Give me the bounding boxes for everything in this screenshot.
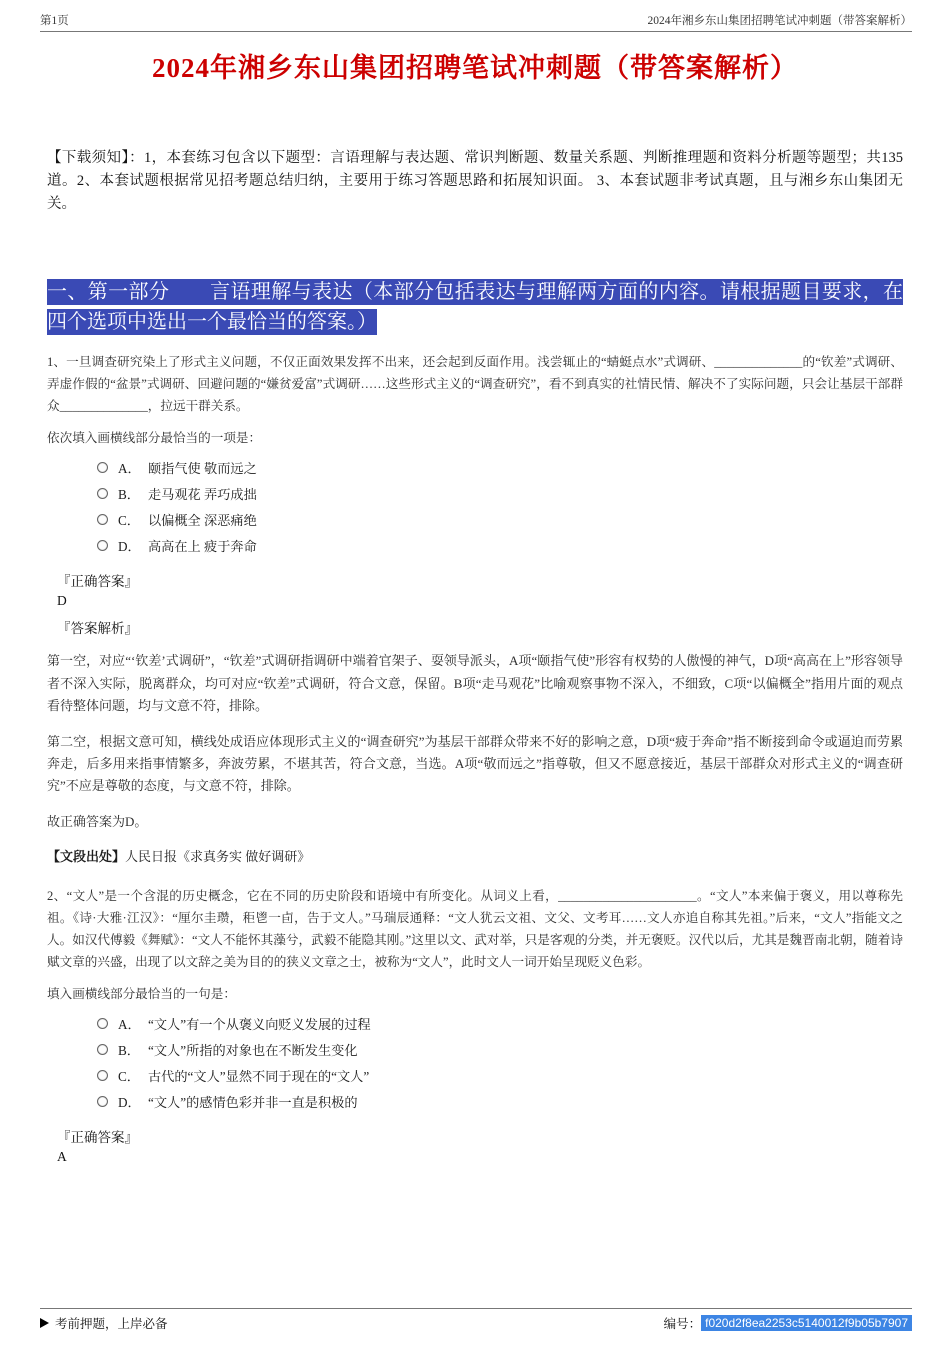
question-2-option-d[interactable] [97, 1088, 903, 1114]
page-number: 第1页 [40, 15, 69, 27]
option-text: 以偏概全 深恶痛绝 [148, 512, 257, 528]
option-text: 走马观花 弄巧成拙 [148, 486, 257, 502]
flag-icon [40, 1318, 49, 1328]
radio-icon[interactable] [97, 1044, 108, 1055]
question-2-prompt: 填入画横线部分最恰当的一句是： [47, 987, 236, 1002]
question-2-option-c[interactable] [97, 1062, 903, 1088]
option-letter: A． [118, 1016, 141, 1032]
analysis-paragraph-2: 第二空，根据文意可知，横线处成语应体现形式主义的“调查研究”为基层干部群众带来不好的影响之意，D项“疲于奔命”指不断接到命令或逼迫而劳累奔走，后多用来指事情繁多，奔波劳累，不堪其苦，符合文意，当选。A项“敬而远之”指尊敬，但又不愿意接近，基层干部群众对形式主义的“调查研究”不应是尊敬的态度，与文意不符，排除。 [47, 733, 903, 794]
question-2-option-b[interactable] [97, 1036, 903, 1062]
question-2-option-a[interactable] [97, 1010, 903, 1036]
option-text: “文人”的感情色彩并非一直是积极的 [148, 1094, 358, 1110]
source-label: 【文段出处】 [47, 848, 126, 864]
download-notice: 【下载须知】：1，本套练习包含以下题型：言语理解与表达题、常识判断题、数量关系题、判断推理题和资料分析题等题型；共135道。2、本套试题根据常见招考题总结归纳，主要用于练习答题思路和拓展知识面。 3、本套试题非考试真题，且与湘乡东山集团无关。 [47, 150, 903, 213]
option-text: 古代的“文人”显然不同于现在的“文人” [148, 1068, 370, 1084]
correct-answer-label: 『正确答案』 [57, 574, 138, 590]
radio-icon[interactable] [97, 1096, 108, 1107]
code-value: f020d2f8ea2253c5140012f9b05b7907 [701, 1315, 912, 1331]
radio-icon[interactable] [97, 1018, 108, 1029]
section-heading [47, 277, 903, 338]
option-letter: B． [118, 486, 140, 502]
radio-icon[interactable] [97, 488, 108, 499]
radio-icon[interactable] [97, 540, 108, 551]
question-1-option-b[interactable] [97, 480, 903, 506]
question-2-stem: 2、“文人”是一个含混的历史概念，它在不同的历史阶段和语境中有所变化。从词义上看，______________________。“文人”本来偏于褒义，用以尊称先祖。《诗·大雅·江汉》：“厘尔圭瓒，秬鬯一卣，告于文人。”马瑞辰通释：“文人犹云文祖、文父、文考耳……文人亦追自称其先祖。”后来，“文人”指能文之人。如汉代傅毅《舞赋》：“文人不能怀其藻兮，武毅不能隐其刚。”这里以文、武对举，只是客观的分类，并无褒贬。汉代以后，尤其是魏晋南北朝，随着诗赋文章的兴盛，出现了以文辞之美为目的的狭义文章之士，被称为“文人”，此时文人一词开始呈现贬义色彩。 [47, 888, 903, 970]
correct-answer-value: A [57, 1149, 67, 1165]
question-2 [47, 885, 903, 1165]
source-text: 人民日报《求真务实 做好调研》 [125, 848, 311, 864]
question-1-stem: 1、一旦调查研究染上了形式主义问题，不仅正面效果发挥不出来，还会起到反面作用。浅尝辄止的“蜻蜓点水”式调研、______________的“钦差”式调研、弄虚作假的“盆景”式调研、回避问题的“嫌贫爱富”式调研……这些形式主义的“调查研究”，看不到真实的社情民情、解决不了实际问题，只会让基层干部群众______________，拉远干群关系。 [47, 355, 903, 414]
option-letter: B． [118, 1042, 140, 1058]
option-text: “文人”有一个从褒义向贬义发展的过程 [148, 1016, 371, 1032]
option-letter: D． [118, 538, 141, 554]
page-header [40, 12, 912, 28]
correct-answer-value: D [57, 593, 67, 609]
question-1-options [47, 454, 903, 558]
option-text: 颐指气使 敬而远之 [148, 460, 257, 476]
radio-icon[interactable] [97, 462, 108, 473]
question-2-options [47, 1010, 903, 1114]
header-doc-title: 2024年湘乡东山集团招聘笔试冲刺题（带答案解析） [647, 15, 912, 27]
footer-code-group [664, 1314, 912, 1332]
question-1-prompt: 依次填入画横线部分最恰当的一项是： [47, 431, 262, 446]
question-1 [47, 351, 903, 865]
footer-divider [40, 1308, 912, 1309]
option-text: 高高在上 疲于奔命 [148, 538, 257, 554]
option-letter: D． [118, 1094, 141, 1110]
footer-slogan: 考前押题，上岸必备 [55, 1317, 168, 1331]
footer-slogan-group [40, 1314, 168, 1332]
radio-icon[interactable] [97, 1070, 108, 1081]
page-content [0, 46, 950, 1165]
question-1-option-a[interactable] [97, 454, 903, 480]
option-letter: C． [118, 1068, 140, 1084]
source-line [47, 846, 903, 865]
radio-icon[interactable] [97, 514, 108, 525]
question-1-option-d[interactable] [97, 532, 903, 558]
option-text: “文人”所指的对象也在不断发生变化 [148, 1042, 358, 1058]
page-footer [40, 1314, 912, 1332]
header-divider [40, 31, 912, 32]
document-title: 2024年湘乡东山集团招聘笔试冲刺题（带答案解析） [152, 53, 798, 83]
correct-answer-label: 『正确答案』 [57, 1130, 138, 1146]
option-letter: C． [118, 512, 140, 528]
question-1-option-c[interactable] [97, 506, 903, 532]
analysis-conclusion: 故正确答案为D。 [47, 813, 148, 829]
analysis-paragraph-1: 第一空，对应“‘钦差’式调研”，“钦差”式调研指调研中端着官架子、耍领导派头，A项“颐指气使”形容有权势的人傲慢的神气，D项“高高在上”形容领导者不深入实际，脱离群众，均可对应“钦差”式调研，符合文意，保留。B项“走马观花”比喻观察事物不深入，不细致，C项“以偏概全”指用片面的观点看待整体问题，均与文意不符，排除。 [47, 653, 903, 714]
option-letter: A． [118, 460, 141, 476]
section-heading-text: 一、第一部分 言语理解与表达（本部分包括表达与理解两方面的内容。请根据题目要求，在四个选项中选出一个最恰当的答案。） [47, 280, 903, 333]
analysis-label: 『答案解析』 [57, 621, 138, 637]
code-label: 编号： [663, 1317, 702, 1331]
